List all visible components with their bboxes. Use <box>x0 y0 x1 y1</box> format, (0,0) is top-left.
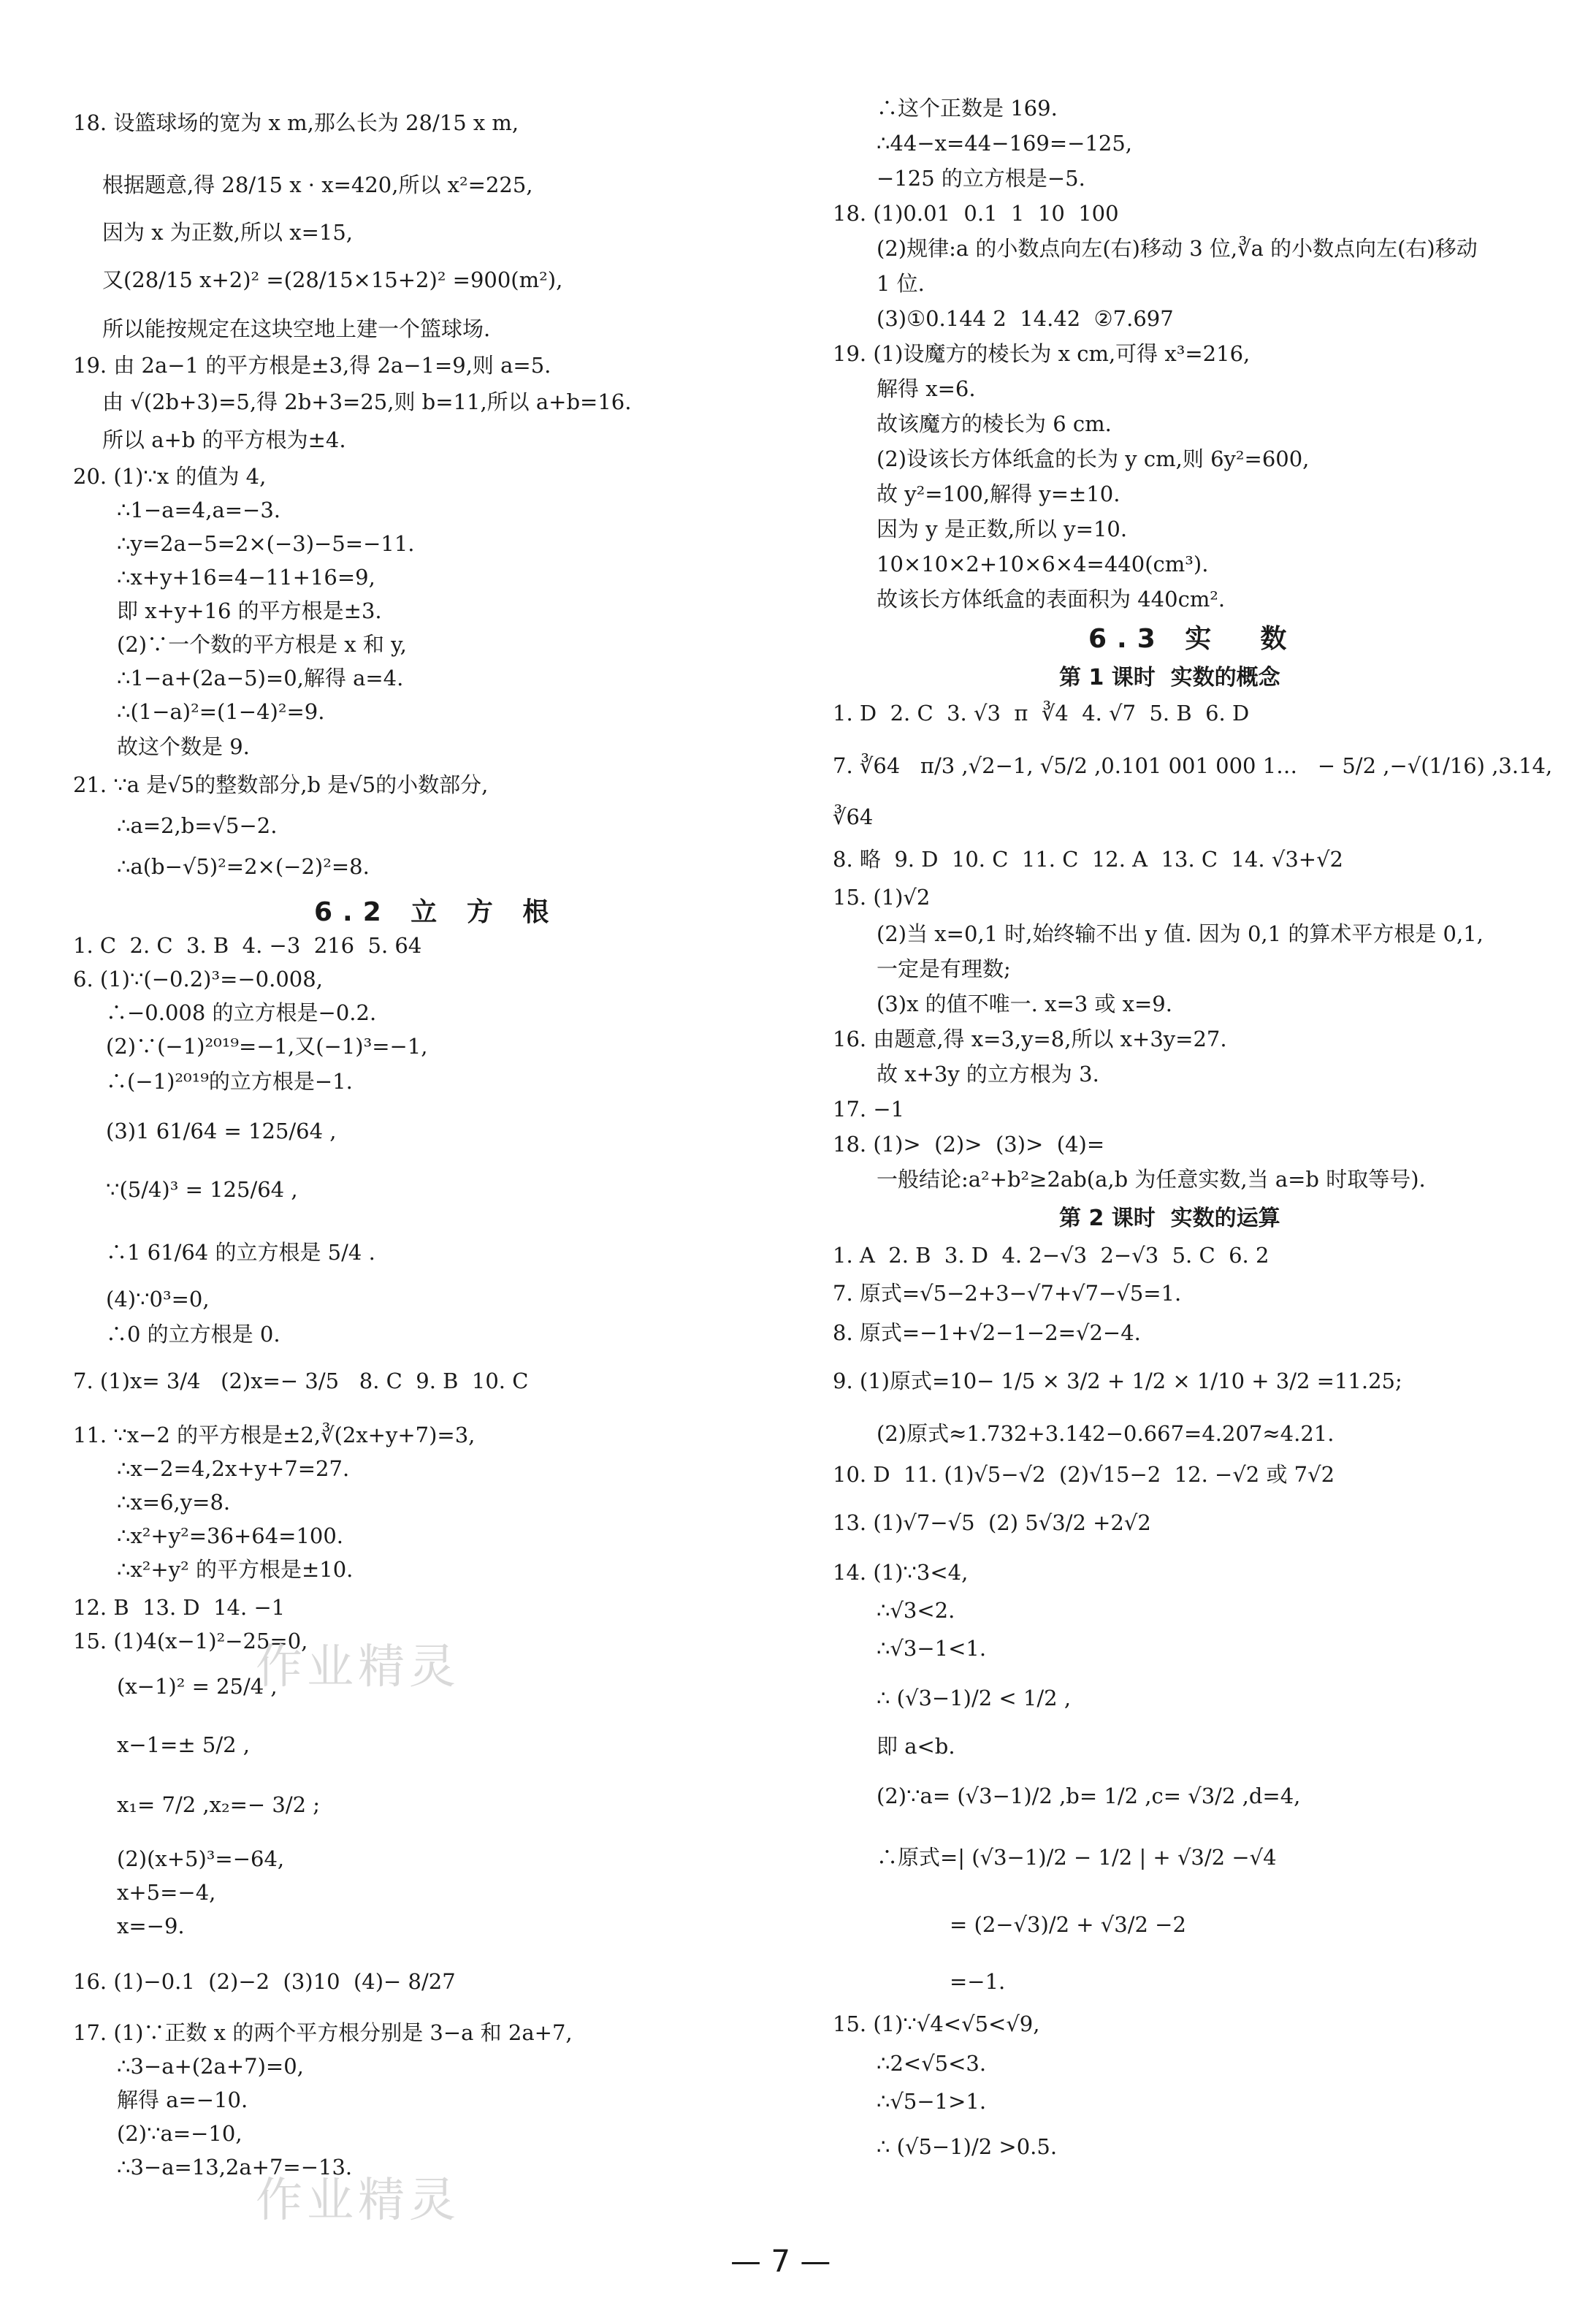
right-line: 故 x+3y 的立方根为 3. <box>877 1062 1099 1086</box>
right-line: 19. (1)设魔方的棱长为 x cm,可得 x³=216, <box>833 341 1251 366</box>
left-line: ∴x²+y²=36+64=100. <box>117 1523 344 1548</box>
right-line: ∴√3<2. <box>877 1598 955 1623</box>
right-line: 一般结论:a²+b²≥2ab(a,b 为任意实数,当 a=b 时取等号). <box>877 1167 1426 1192</box>
left-line: 12. B 13. D 14. −1 <box>73 1595 286 1620</box>
right-line: ∴√3−1<1. <box>877 1636 987 1661</box>
left-line: ∴3−a+(2a+7)=0, <box>117 2054 304 2079</box>
left-line: 所以 a+b 的平方根为±4. <box>102 427 346 452</box>
right-line: 9. (1)原式=10− 1/5 × 3/2 + 1/2 × 1/10 + 3/2 =11.25; <box>833 1369 1402 1393</box>
left-line: ∴0 的立方根是 0. <box>106 1322 280 1347</box>
right-line: 18. (1)0.01 0.1 1 10 100 <box>833 201 1119 226</box>
watermark: 作业精灵 <box>256 1640 460 1694</box>
page-number: — 7 — <box>730 2243 831 2279</box>
right-line: (2)原式≈1.732+3.142−0.667=4.207≈4.21. <box>877 1421 1335 1446</box>
left-line: 故这个数是 9. <box>117 734 250 759</box>
left-line: (3)1 61/64 = 125/64 , <box>106 1119 337 1143</box>
right-line: (2)当 x=0,1 时,始终输不出 y 值. 因为 0,1 的算术平方根是 0,1, <box>877 921 1484 946</box>
left-line: ∴(1−a)²=(1−4)²=9. <box>117 699 325 724</box>
left-line: ∴1−a+(2a−5)=0,解得 a=4. <box>117 666 404 690</box>
left-line: 又(28/15 x+2)² =(28/15×15+2)² =900(m²), <box>102 267 563 292</box>
left-line: 18. 设篮球场的宽为 x m,那么长为 28/15 x m, <box>73 110 519 135</box>
right-line: = (2−√3)/2 + √3/2 −2 <box>950 1912 1186 1937</box>
right-line: ∛64 <box>833 804 874 829</box>
left-line: ∴−0.008 的立方根是−0.2. <box>106 1000 377 1025</box>
right-line: (2)设该长方体纸盒的长为 y cm,则 6y²=600, <box>877 446 1310 471</box>
right-line: 即 a<b. <box>877 1734 955 1759</box>
right-line: 7. 原式=√5−2+3−√7+√7−√5=1. <box>833 1281 1182 1306</box>
left-line: ∴x=6,y=8. <box>117 1490 231 1515</box>
right-line: ∴2<√5<3. <box>877 2051 987 2076</box>
right-line: 8. 原式=−1+√2−1−2=√2−4. <box>833 1320 1141 1345</box>
left-line: ∴a=2,b=√5−2. <box>117 813 278 838</box>
left-line: 根据题意,得 28/15 x · x=420,所以 x²=225, <box>102 172 533 197</box>
left-line: 解得 a=−10. <box>117 2087 248 2112</box>
right-line: 10. D 11. (1)√5−√2 (2)√15−2 12. −√2 或 7√2 <box>833 1462 1335 1487</box>
left-line: 20. (1)∵x 的值为 4, <box>73 464 267 489</box>
left-line: 16. (1)−0.1 (2)−2 (3)10 (4)− 8/27 <box>73 1969 456 1994</box>
right-line: −125 的立方根是−5. <box>877 166 1085 191</box>
left-line: x₁= 7/2 ,x₂=− 3/2 ; <box>117 1792 321 1817</box>
left-line: 21. ∵a 是√5的整数部分,b 是√5的小数部分, <box>73 772 489 797</box>
left-line: x−1=± 5/2 , <box>117 1732 251 1757</box>
left-line: x=−9. <box>117 1914 185 1938</box>
left-line: ∴x−2=4,2x+y+7=27. <box>117 1456 350 1481</box>
left-line: (2)∵(−1)²⁰¹⁹=−1,又(−1)³=−1, <box>106 1034 428 1059</box>
left-line: ∴x²+y² 的平方根是±10. <box>117 1557 354 1582</box>
left-line: (4)∵0³=0, <box>106 1287 210 1312</box>
right-line: ∴ (√5−1)/2 >0.5. <box>877 2134 1058 2159</box>
left-line: ∵(5/4)³ = 125/64 , <box>106 1177 298 1202</box>
right-line: 解得 x=6. <box>877 376 976 401</box>
right-line: 7. ∛64 π/3 ,√2−1, √5/2 ,0.101 001 000 1… − 5/2 ,−√(1/16) ,3.14, <box>833 753 1553 778</box>
right-line: ∴原式=| (√3−1)/2 − 1/2 | + √3/2 −√4 <box>877 1845 1277 1870</box>
right-line: =−1. <box>950 1969 1006 1994</box>
left-line: ∴3−a=13,2a+7=−13. <box>117 2155 353 2180</box>
left-line: 1. C 2. C 3. B 4. −3 216 5. 64 <box>73 933 422 958</box>
left-line: ∴y=2a−5=2×(−3)−5=−11. <box>117 531 415 556</box>
section-heading-6-3: 6.3 实 数 <box>1088 624 1297 654</box>
right-line: 1. D 2. C 3. √3 π ∛4 4. √7 5. B 6. D <box>833 701 1250 726</box>
left-line: 19. 由 2a−1 的平方根是±3,得 2a−1=9,则 a=5. <box>73 353 551 378</box>
right-line: 故该长方体纸盒的表面积为 440cm². <box>877 587 1226 612</box>
watermark: 作业精灵 <box>256 2174 460 2228</box>
right-line: 故该魔方的棱长为 6 cm. <box>877 411 1112 436</box>
left-line: 即 x+y+16 的平方根是±3. <box>117 598 382 623</box>
right-line: (3)x 的值不唯一. x=3 或 x=9. <box>877 991 1172 1016</box>
right-line: 13. (1)√7−√5 (2) 5√3/2 +2√2 <box>833 1510 1151 1535</box>
section-heading-6-2: 6.2 立 方 根 <box>314 897 560 927</box>
left-line: 所以能按规定在这块空地上建一个篮球场. <box>102 316 491 341</box>
right-line: 10×10×2+10×6×4=440(cm³). <box>877 552 1209 576</box>
right-line: 1. A 2. B 3. D 4. 2−√3 2−√3 5. C 6. 2 <box>833 1243 1269 1268</box>
left-line: 15. (1)4(x−1)²−25=0, <box>73 1629 308 1653</box>
subheading-lesson-2: 第 2 课时 实数的运算 <box>1059 1206 1280 1231</box>
left-line: 7. (1)x= 3/4 (2)x=− 3/5 8. C 9. B 10. C <box>73 1369 529 1393</box>
left-line: (2)(x+5)³=−64, <box>117 1846 285 1871</box>
left-line: ∴1 61/64 的立方根是 5/4 . <box>106 1240 375 1265</box>
left-line: ∴(−1)²⁰¹⁹的立方根是−1. <box>106 1069 353 1094</box>
left-line: (2)∵一个数的平方根是 x 和 y, <box>117 632 407 657</box>
right-line: ∴44−x=44−169=−125, <box>877 131 1133 156</box>
right-line: (2)规律:a 的小数点向左(右)移动 3 位,∛a 的小数点向左(右)移动 <box>877 236 1478 261</box>
right-line: 15. (1)∵√4<√5<√9, <box>833 2011 1040 2036</box>
right-line: 16. 由题意,得 x=3,y=8,所以 x+3y=27. <box>833 1027 1227 1051</box>
right-line: ∴ (√3−1)/2 < 1/2 , <box>877 1686 1072 1710</box>
left-line: (2)∵a=−10, <box>117 2121 243 2146</box>
left-line: 17. (1)∵正数 x 的两个平方根分别是 3−a 和 2a+7, <box>73 2020 573 2045</box>
right-line: 一定是有理数; <box>877 956 1011 981</box>
subheading-lesson-1: 第 1 课时 实数的概念 <box>1059 665 1280 690</box>
right-line: 故 y²=100,解得 y=±10. <box>877 481 1120 506</box>
right-line: (2)∵a= (√3−1)/2 ,b= 1/2 ,c= √3/2 ,d=4, <box>877 1784 1301 1808</box>
left-line: ∴x+y+16=4−11+16=9, <box>117 565 375 590</box>
left-line: 因为 x 为正数,所以 x=15, <box>102 220 354 245</box>
right-line: 18. (1)> (2)> (3)> (4)= <box>833 1132 1105 1157</box>
right-line: 8. 略 9. D 10. C 11. C 12. A 13. C 14. √3+√2 <box>833 847 1344 872</box>
right-line: ∴这个正数是 169. <box>877 96 1058 121</box>
left-line: ∴1−a=4,a=−3. <box>117 498 281 522</box>
left-line: (x−1)² = 25/4 , <box>117 1674 278 1699</box>
left-line: x+5=−4, <box>117 1880 216 1905</box>
right-line: 14. (1)∵3<4, <box>833 1560 969 1585</box>
right-line: 因为 y 是正数,所以 y=10. <box>877 517 1128 541</box>
right-line: 1 位. <box>877 271 925 296</box>
right-line: 15. (1)√2 <box>833 885 931 910</box>
left-line: 6. (1)∵(−0.2)³=−0.008, <box>73 967 323 991</box>
right-line: (3)①0.144 2 14.42 ②7.697 <box>877 306 1174 331</box>
left-line: ∴a(b−√5)²=2×(−2)²=8. <box>117 854 370 879</box>
left-line: 11. ∵x−2 的平方根是±2,∛(2x+y+7)=3, <box>73 1423 476 1447</box>
left-line: 由 √(2b+3)=5,得 2b+3=25,则 b=11,所以 a+b=16. <box>102 389 632 414</box>
right-line: ∴√5−1>1. <box>877 2089 987 2114</box>
right-line: 17. −1 <box>833 1097 905 1122</box>
